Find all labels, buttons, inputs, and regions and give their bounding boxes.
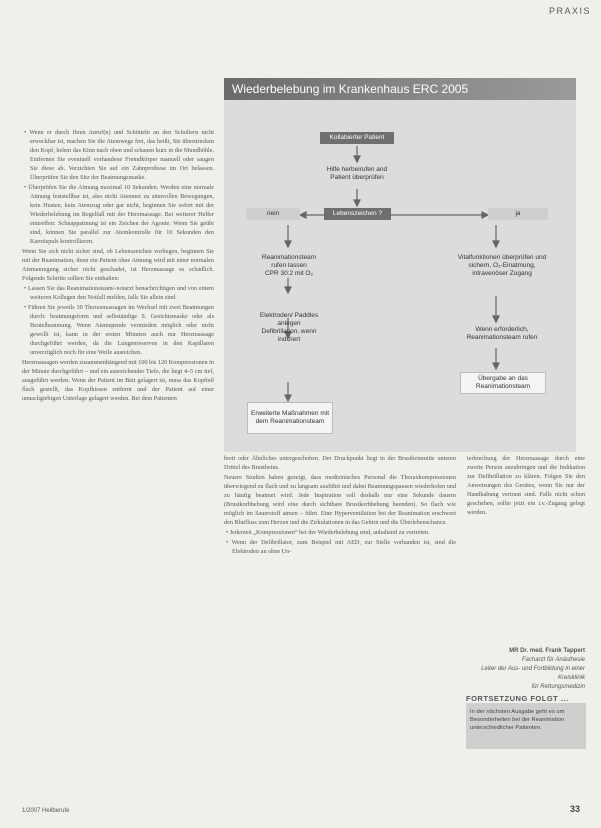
author-affiliation-2: für Rettungsmedizin [531,684,585,690]
section-label: PRAXIS [548,6,591,16]
col2-paragraph-2: Neuere Studien haben gezeigt, dass medizinisches Personal die Thoraxkompressionen überwiegend zu flach und zu langsam ausführt und dabei Beatmungspausen wiederholen und zu häufig beatmet wird. Jede Inspiration soll deshalb nur eine Sekunde dauern (Brustkorbhebung wird eine durch sichtbare Brustkorbhebung beenden). So flach wie möglich im Sauerstoff atmen – führt. Eine Hyperventilation bei der Reanimation erschwert den Blutfluss zum Herzen und die Zirkulationen in das Gehirn und die Überlebenschance. [224,474,456,526]
flow-left-advanced-measures: Erweiterte Maßnahmen mit dem Reanimationsteam [247,402,333,434]
flow-right-handover: Übergabe an das Reanimationsteam [460,372,546,394]
text-column-2 [224,454,456,794]
col1-paragraph-5: • Führen Sie jeweils 30 Thoraxmassagen im Wechsel mit zwei Beatmungen durch: beatmungsform und selbständige S. Gesichtsmaske oder als Beutelbeatmung. Wenn Atemspende vermieden möglich oder nicht gewollt ist, kann in der ersten Minuten auch nur Herzmassage durchgeführt werden, da die Lungenreserven in den Kapillaren unverzüglich noch für eine Weile ausreichen. [24,304,214,356]
col1-paragraph-6: Herzmassagen werden zusammenhängend mit 100 bis 120 Kompressionen in der Minute durchgeführt – und ein ausreichender Tiefe, die liegt 4–5 cm tief, ausgeführt werden. Wenn der Patient im Bett gelagert ist, muss das Kopfteil flach gestellt, das Kopfkissen entfernt und der Patient auf einer unnachgiebigen Unterlage gelagert werden. Bei dem Patienten [22,359,214,402]
text-column-1 [22,128,214,808]
flow-start-collapsed-patient: Kollabierter Patient [320,132,394,144]
flow-no-branch: nein [246,208,300,220]
author-affiliation: Leiter der Aus- und Fortbildung in einer Kreisklinik [481,666,585,681]
page-number: 33 [570,804,581,814]
flow-right-vital-functions: Vitalfunktionen überprüfen und sichern, O₂-Einatmung, intravenöser Zugang [457,254,547,277]
text-column-3 [467,454,585,594]
col2-paragraph-4: • Wenn der Defibrillator, zum Beispiel mit AED, zur Stelle vorhanden ist, sind die Elektroden an ohne Un- [226,539,456,555]
col1-paragraph-4: • Lassen Sie das Reanimationsteam/-notarzt benachrichtigen und von einem weiteren Kollegen den Notfall melden, falls Sie allein sind. [24,285,214,301]
col1-paragraph-1: • Wenn er durch Ihren Anruf(n) und Schütteln an den Schultern nicht erweckbar ist, machen Sie die Atemwege frei, das heißt, Sie überstrecken den Kopf, heben das Kinn nach oben und schauen kurz in die Mundhöhle. Entfernen Sie eventuell vorhandene Fremdkörper manuell oder saugen Sie diese ab. Verzichten Sie auf ein Zahnprothese im Ort belassen. Überprüfen Sie den Sitz der Beatmungsmaske. [24,129,214,181]
figure-title: Wiederbelebung im Krankenhaus ERC 2005 [224,78,576,100]
col2-paragraph-3: • Jederzeit „Kompressionen“ bei der Wiederbelebung sind, anhaltend zu vertreten. [226,529,430,536]
flow-decision-signs-of-life: Lebenszeichen ? [324,208,391,220]
footer-issue: 1/2007 Heilberufe [22,808,70,814]
col1-paragraph-2: • Überprüfen Sie die Atmung maximal 10 Sekunden. Werden eine normale Atmung feststellbar ist, also nicht Atemnot zu sinnvollen Bewegungen, kein Husten, kein Atemzug oder gar nicht, beginnen Sie sofort mit der Wiederbelebung im Regelfall mit der Herzmassage. Bei weiterer Helfer eintreffen: Schnappatmung ist ein Zeichen der Agonie. Wenn Sie geübt sind, können Sie parallel zur Atemkontrolle für 10 Sekunden den Karotispuls kontrollieren. [24,184,214,245]
author-signature [467,647,585,692]
flow-step-call-help: Hilfe herbeirufen and Patient überprüfen [326,166,388,181]
flow-yes-branch: ja [488,208,548,220]
continued-heading: FORTSETZUNG FOLGT ... [466,694,569,703]
flow-left-call-team: Reanimationsteam rufen lassen [261,254,317,269]
flow-right-call-team-if-needed: Wenn erforderlich, Reanimationsteam rufen [466,326,538,341]
flow-left-cpr: CPR 30:2 mit O₂ [264,270,314,277]
flow-left-defibrillation: Elektroden/ Paddles anlegen Defibrillation, wenn indiziert [259,312,319,343]
author-role: Facharzt für Anästhesie [521,657,585,663]
col3-paragraph-1: terbrechung der Herzmassage durch eine zweite Person anzubringen und die Indikation zur Defibrillation zu klären. Folgen Sie den Anweisungen des Gerätes, wenn Sie nur der Handhabung vertraut sind. Falls nicht schon geschehen, sollte jetzt ein i.v.-Zugang gelegt werden. [467,455,585,516]
author-name: MR Dr. med. Frank Tappert [509,648,585,654]
col1-paragraph-3: Wenn Sie sich nicht sicher sind, ob Lebenszeichen vorliegen, beginnen Sie mit der Reanimation, denn ein Patient ohne Atmung wird mit einer normalen Atemanregung sicher nicht geschadet, ist Herzmassage es schädlich. Folgende Schritte sollten Sie einhalten: [22,248,214,282]
col2-paragraph-1: brett oder Ähnliches untergeschoben. Der Druckpunkt liegt in der Brustbeinmitte unteren Drittel des Brustbeins. [224,455,456,471]
continued-text: In der nächsten Ausgabe geht es um Besonderheiten bei der Reanimation unterschiedlicher Patienten. [470,709,565,731]
